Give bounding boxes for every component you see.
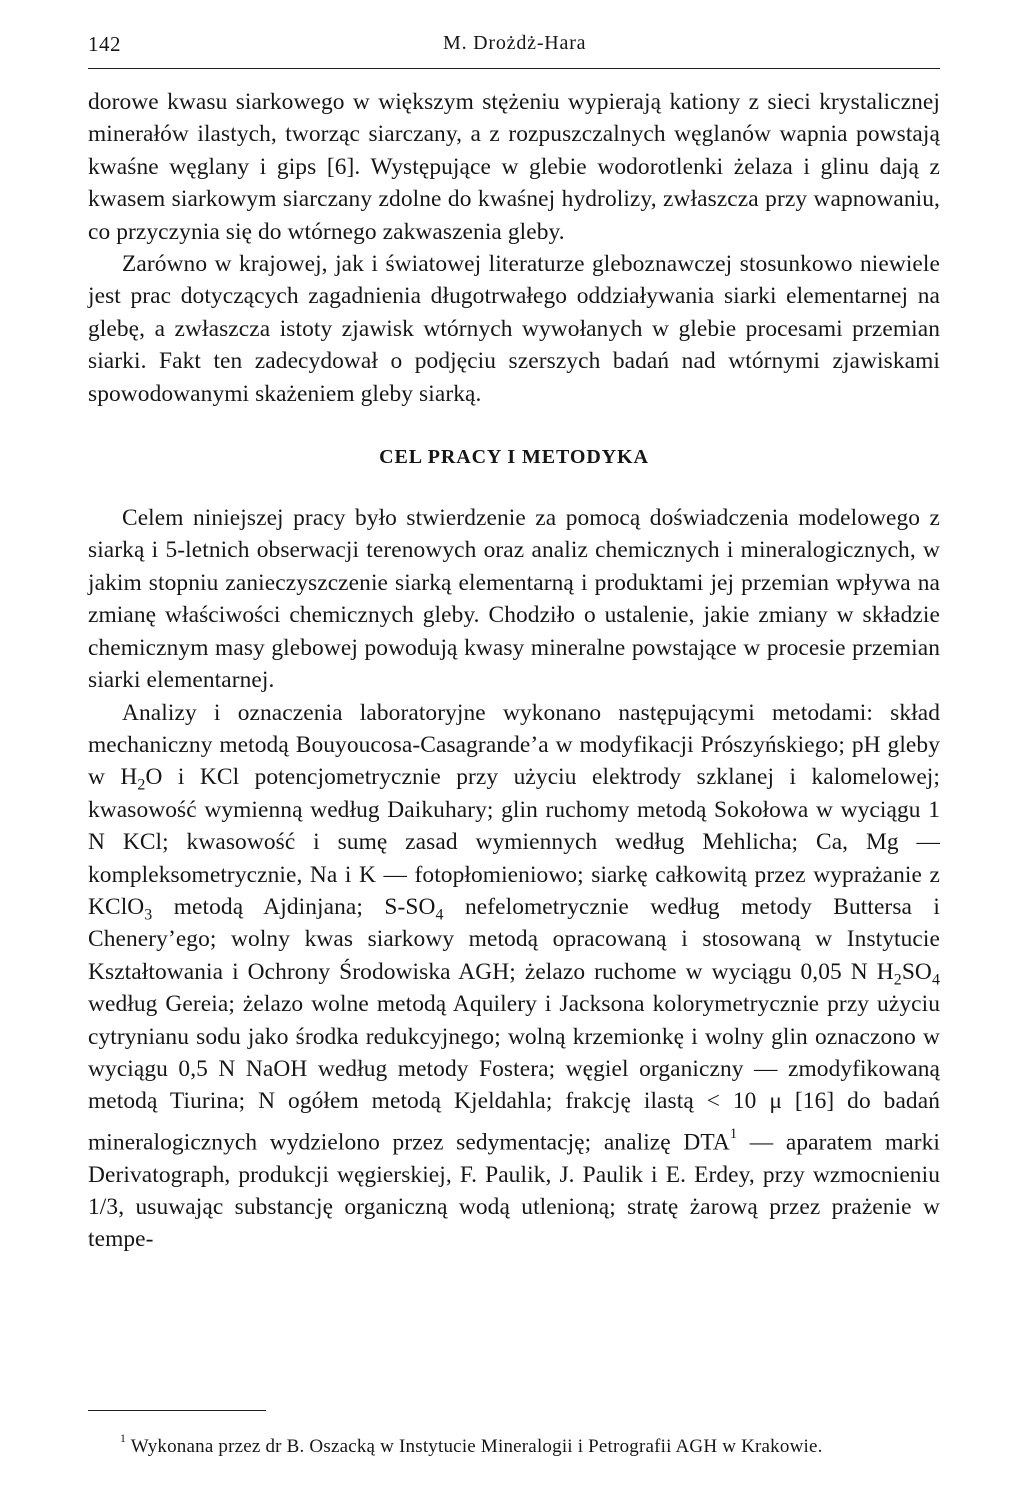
paragraph-aim: Celem niniejszej pracy było stwierdzenie za pomocą doświadczenia modelowego z siarką i 5-letnich obserwacji terenowych oraz analiz chemicznych i mineralogicznych, w jakim stopniu zanieczyszczenie siarką elementarną i produktami jej przemian wpływa na zmianę właściwości chemicznych gleby. Chodziło o ustalenie, jakie zmiany w składzie chemicznym masy glebowej powodują kwasy mineralne powstające w procesie przemian siarki elementarnej.	[88, 505, 940, 694]
methods-text-5: SO	[901, 958, 932, 985]
page	[88, 30, 941, 1457]
subscript-so4-2: 4	[931, 971, 940, 989]
methods-text-6: według Gereia; żelazo wolne metodą Aquilery i Jacksona kolorymetrycznie przy użyciu cytrynianu sodu jako środka redukcyjnego; wolną krzemionkę i wolny glin oznaczono w wyciągu 0,5 N NaOH według metody Fostera; węgiel organiczny — zmodyfikowaną metodą Tiurina; N ogółem metodą Kjeldahla; frakcję ilastą < 10 μ [16] do badań mineralogicznych wydzielono przez sedymentację; analizę DTA	[88, 991, 940, 1156]
subscript-h2: 2	[893, 971, 902, 989]
methods-text-3: metodą Ajdinjana; S-SO	[152, 893, 436, 920]
methods-text-7: — aparatem marki Derivatograph, produkcji węgierskiej, F. Paulik, J. Paulik i E. Erdey, przy wzmocnieniu 1/3, usuwając substancję organiczną wodą utlenioną; stratę żarową przez prażenie w tempe-	[88, 1129, 940, 1253]
page-number: 142	[88, 32, 121, 56]
page-header	[88, 30, 940, 62]
subscript-h2o: 2	[137, 776, 146, 794]
methods-text-1: Analizy i oznaczenia laboratoryjne wykonano następującymi metodami: skład mechaniczny metodą Bouyoucosa-Casagrande’a w modyfikacji Prószyńskiego; pH gleby w H	[88, 699, 940, 791]
subscript-so4: 4	[435, 906, 444, 924]
header-rule	[88, 68, 940, 69]
paragraph-continuation: dorowe kwasu siarkowego w większym stężeniu wypierają kationy z sieci krystalicznej minerałów ilastych, tworząc siarczany, a z rozpuszczalnych węglanów wapnia powstają kwaśne węglany i gips [6]. Występujące w glebie wodorotlenki żelaza i glinu dają z kwasem siarkowym siarczany zdolne do kwaśnej hydrolizy, zwłaszcza przy wapnowaniu, co przyczynia się do wtórnego zakwaszenia gleby.	[88, 89, 940, 245]
footnote-reference[interactable]: 1	[729, 1125, 738, 1142]
footnote-mark: 1	[120, 1432, 127, 1445]
methods-text-2: O i KCl potencjometrycznie przy użyciu elektrody szklanej i kalomelowej; kwasowość wymienną według Daikuhary; glin ruchomy metodą Sokołowa w wyciągu 1 N KCl; kwasowość i sumę zasad wymiennych według Mehlicha; Ca, Mg — kompleksometrycznie, Na i K — fotopłomieniowo; siarkę całkowitą przez wyprażanie z KClO	[88, 764, 941, 920]
body-text	[88, 86, 940, 1256]
methods-text-4: nefelometrycznie według metody Buttersa i Chenery’ego; wolny kwas siarkowy metodą opracowaną i stosowaną w Instytucie Kształtowania i Ochrony Środowiska AGH; żelazo ruchome w wyciągu 0,05 N H	[88, 893, 940, 985]
footnote-text: Wykonana przez dr B. Oszacką w Instytucie Mineralogii i Petrografii AGH w Krakowie.	[126, 1435, 823, 1457]
paragraph-literature: Zarówno w krajowej, jak i światowej literaturze gleboznawczej stosunkowo niewiele jest prac dotyczących zagadnienia długotrwałego oddziaływania siarki elementarnej na glebę, a zwłaszcza istoty zjawisk wtórnych wywołanych w glebie procesami przemian siarki. Fakt ten zadecydował o podjęciu szerszych badań nad wtórnymi zjawiskami spowodowanymi skażeniem gleby siarką.	[88, 251, 940, 407]
section-title: CEL PRACY I METODYKA	[379, 446, 649, 469]
footnote-rule	[88, 1410, 266, 1411]
running-head: M. Drożdż-Hara	[443, 32, 587, 54]
footnotes	[88, 1425, 940, 1461]
subscript-kclo3: 3	[144, 906, 153, 924]
footnote-1	[88, 1425, 940, 1461]
paragraph-methods	[88, 697, 940, 1256]
